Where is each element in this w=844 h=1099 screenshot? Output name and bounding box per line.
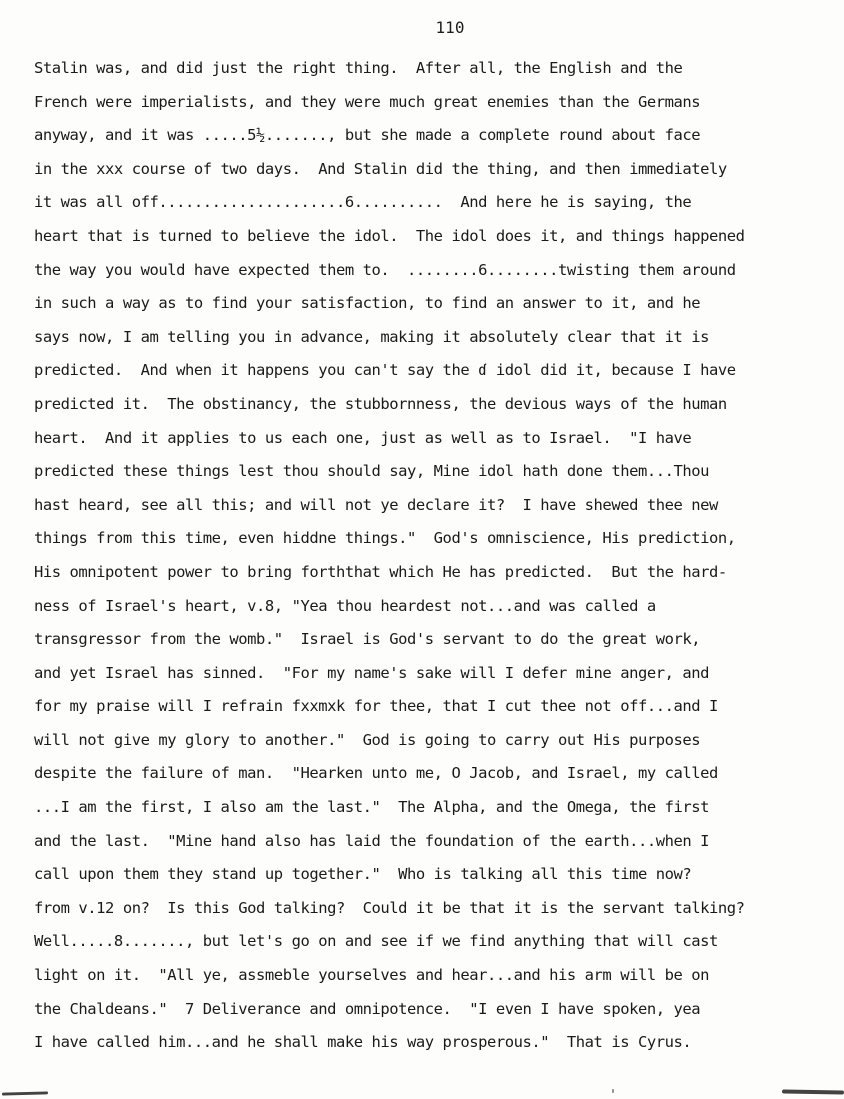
body-text (34, 52, 839, 1060)
text-line: and the last. "Mine hand also has laid the foundation of the earth...when I (34, 831, 710, 850)
scan-smudge-mark (2, 1091, 48, 1095)
text-line: from v.12 on? Is this God talking? Could it be that it is the servant talking? (34, 898, 745, 917)
text-line: ness of Israel's heart, v.8, "Yea thou heardest not...and was called a (34, 596, 656, 615)
scan-smudge-mark (612, 1089, 614, 1093)
text-line: transgressor from the womb." Israel is God's servant to do the great work, (34, 630, 701, 649)
text-line: and yet Israel has sinned. "For my name's sake will I defer mine anger, and (34, 663, 710, 682)
page-number: 110 (435, 18, 465, 37)
text-line: in the xxx course of two days. And Stalin did the thing, and then immediately (34, 159, 727, 178)
text-line: ...I am the first, I also am the last." The Alpha, and the Omega, the first (34, 798, 710, 817)
text-line: predicted it. The obstinancy, the stubbornness, the devious ways of the human (34, 394, 727, 413)
text-line: call upon them they stand up together." Who is talking all this time now? (34, 865, 692, 884)
text-line: predicted. And when it happens you can't say the ɗ idol did it, because I have (34, 361, 736, 380)
text-line: Well.....8......., but let's go on and see if we find anything that will cast (34, 932, 718, 951)
text-line: in such a way as to find your satisfaction, to find an answer to it, and he (34, 294, 701, 313)
text-line: Stalin was, and did just the right thing. After all, the English and the (34, 59, 683, 77)
text-line: it was all off.....................6.......... And here he is saying, the (34, 193, 692, 212)
text-line: anyway, and it was .....5½......., but she made a complete round about face (34, 126, 701, 145)
text-line: the way you would have expected them to. ........6........twisting them around (34, 260, 736, 279)
scan-smudge-mark (782, 1089, 844, 1094)
text-line: heart. And it applies to us each one, just as well as to Israel. "I have (34, 428, 692, 447)
text-line: predicted these things lest thou should say, Mine idol hath done them...Thou (34, 462, 710, 481)
text-line: for my praise will I refrain fxxmxk for thee, that I cut thee not off...and I (34, 697, 718, 716)
text-line: French were imperialists, and they were much great enemies than the Germans (34, 92, 701, 111)
text-line: I have called him...and he shall make his way prosperous." That is Cyrus. (34, 1033, 692, 1052)
text-line: the Chaldeans." 7 Deliverance and omnipotence. "I even I have spoken, yea (34, 999, 701, 1018)
text-line: heart that is turned to believe the idol. The idol does it, and things happened (34, 226, 745, 245)
text-line: says now, I am telling you in advance, making it absolutely clear that it is (34, 327, 710, 346)
text-line: things from this time, even hiddne things." God's omniscience, His prediction, (34, 529, 736, 548)
text-line: light on it. "All ye, assmeble yourselves and hear...and his arm will be on (34, 966, 710, 985)
text-line: will not give my glory to another." God is going to carry out His purposes (34, 730, 701, 749)
text-line: hast heard, see all this; and will not ye declare it? I have shewed thee new (34, 495, 718, 514)
text-line: His omnipotent power to bring forththat which He has predicted. But the hard- (34, 562, 727, 581)
text-line: despite the failure of man. "Hearken unto me, O Jacob, and Israel, my called (34, 764, 718, 783)
